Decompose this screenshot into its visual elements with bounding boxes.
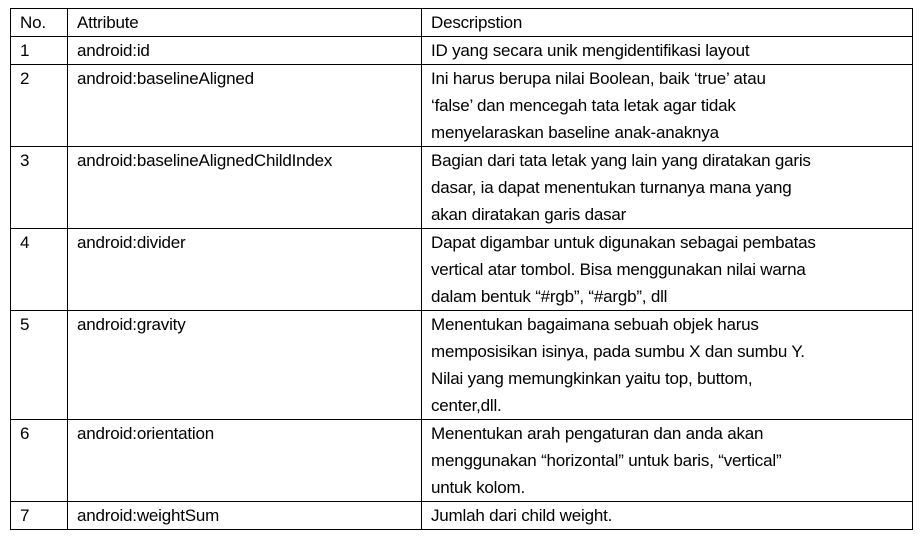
- description-line: ID yang secara unik mengidentifikasi layout: [431, 41, 750, 60]
- row-attribute: android:baselineAlignedChildIndex: [68, 147, 422, 229]
- row-attribute: android:divider: [68, 229, 422, 311]
- row-attribute: android:weightSum: [68, 502, 422, 530]
- row-attribute: android:orientation: [68, 420, 422, 502]
- description-line: center,dll.: [431, 396, 502, 415]
- description-line: Nilai yang memungkinkan yaitu top, buttom,: [431, 369, 753, 388]
- attribute-table: [10, 8, 913, 530]
- description-line: Bagian dari tata letak yang lain yang diratakan garis: [431, 151, 811, 170]
- description-line: memposisikan isinya, pada sumbu X dan sumbu Y.: [431, 342, 805, 361]
- row-description: [422, 229, 913, 311]
- description-line: Menentukan arah pengaturan dan anda akan: [431, 424, 764, 443]
- description-line: Dapat digambar untuk digunakan sebagai pembatas: [431, 233, 816, 252]
- description-line: akan diratakan garis dasar: [431, 205, 627, 224]
- row-number: 7: [11, 502, 68, 530]
- row-number: 1: [11, 37, 68, 65]
- header-description: Descripstion: [422, 9, 913, 37]
- description-line: untuk kolom.: [431, 478, 525, 497]
- row-description: [422, 502, 913, 530]
- description-line: menyelaraskan baseline anak-anaknya: [431, 123, 719, 142]
- header-no: No.: [11, 9, 68, 37]
- row-attribute: android:gravity: [68, 311, 422, 420]
- row-number: 6: [11, 420, 68, 502]
- table-row: [11, 502, 913, 530]
- row-description: [422, 37, 913, 65]
- row-attribute: android:id: [68, 37, 422, 65]
- row-description: [422, 420, 913, 502]
- table-row: [11, 147, 913, 229]
- row-description: [422, 147, 913, 229]
- row-number: 5: [11, 311, 68, 420]
- table-row: [11, 37, 913, 65]
- table-row: [11, 65, 913, 147]
- description-line: Ini harus berupa nilai Boolean, baik ‘true’ atau: [431, 69, 766, 88]
- row-description: [422, 311, 913, 420]
- description-line: Jumlah dari child weight.: [431, 506, 613, 525]
- row-attribute: android:baselineAligned: [68, 65, 422, 147]
- row-number: 2: [11, 65, 68, 147]
- description-line: dasar, ia dapat menentukan turnanya mana yang: [431, 178, 792, 197]
- description-line: vertical atar tombol. Bisa menggunakan nilai warna: [431, 260, 806, 279]
- description-line: menggunakan “horizontal” untuk baris, “vertical”: [431, 451, 782, 470]
- row-number: 3: [11, 147, 68, 229]
- row-number: 4: [11, 229, 68, 311]
- header-attribute: Attribute: [68, 9, 422, 37]
- description-line: dalam bentuk “#rgb”, “#argb”, dll: [431, 287, 668, 306]
- row-description: [422, 65, 913, 147]
- description-line: ‘false’ dan mencegah tata letak agar tidak: [431, 96, 736, 115]
- table-header-row: [11, 9, 913, 37]
- table-row: [11, 311, 913, 420]
- table-row: [11, 229, 913, 311]
- table-row: [11, 420, 913, 502]
- description-line: Menentukan bagaimana sebuah objek harus: [431, 315, 759, 334]
